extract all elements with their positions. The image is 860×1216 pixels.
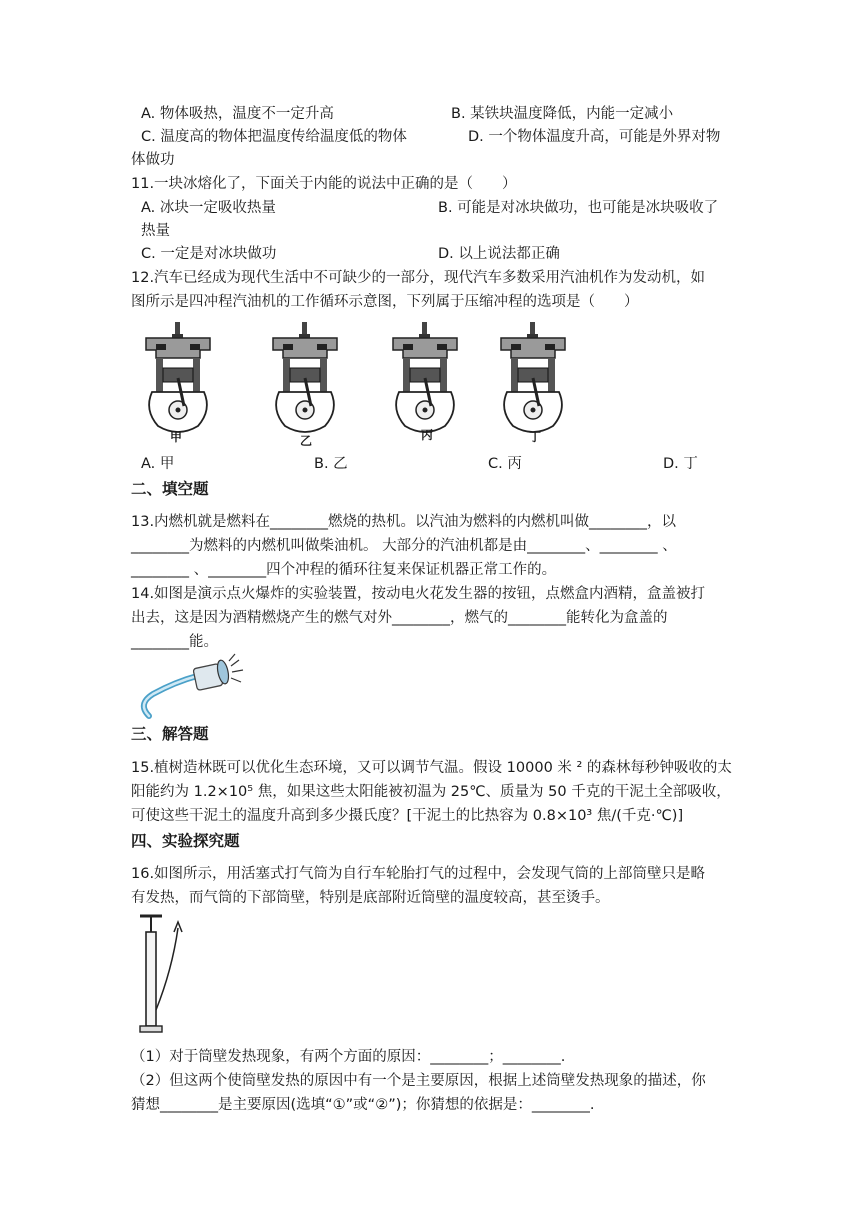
engine-diagram-ding xyxy=(501,322,565,432)
four-stroke-engine-figure xyxy=(133,320,593,445)
section-heading-calculation: 三、解答题 xyxy=(131,725,209,743)
q15-line1: 15.植树造林既可以优化生态环境，又可以调节气温。假设 10000 米 ² 的森林每秒钟吸收的太 xyxy=(131,760,732,776)
fig-label-yi: 乙 xyxy=(300,434,313,448)
ignition-apparatus-figure xyxy=(135,652,265,722)
q15-line3: 可使这些干泥土的温度升高到多少摄氏度？[干泥土的比热容为 0.8×10³ 焦/(千克·℃)] xyxy=(131,808,684,824)
q15-line2: 阳能约为 1.2×10⁵ 焦，如果这些太阳能被初温为 25℃、质量为 50 千克的干泥土全部吸收， xyxy=(131,784,731,800)
q12-option-d: D. 丁 xyxy=(663,456,698,472)
q10-option-c: C. 温度高的物体把温度传给温度低的物体 xyxy=(141,129,407,145)
q10-option-a: A. 物体吸热，温度不一定升高 xyxy=(141,106,334,122)
section-heading-experiment: 四、实验探究题 xyxy=(131,832,240,850)
fig-label-bing: 丙 xyxy=(421,428,434,442)
q14-line1: 14.如图是演示点火爆炸的实验装置，按动电火花发生器的按钮，点燃盒内酒精，盒盖被打 xyxy=(131,586,706,602)
q11-option-b: B. 可能是对冰块做功，也可能是冰块吸收了 xyxy=(438,200,719,216)
q14-line3: ________能。 xyxy=(131,634,218,650)
q13-line3: ________ 、________四个冲程的循环往复来保证机器正常工作的。 xyxy=(131,562,557,578)
section-heading-fill-in: 二、填空题 xyxy=(131,480,209,498)
fig-label-jia: 甲 xyxy=(170,430,183,444)
q13-line2: ________为燃料的内燃机叫做柴油机。 大部分的汽油机都是由________、________ 、 xyxy=(131,538,677,554)
q16-part1: （1）对于筒壁发热现象，有两个方面的原因：________；________. xyxy=(131,1049,566,1065)
q14-line2: 出去，这是因为酒精燃烧产生的燃气对外________，燃气的________能转化为盒盖的 xyxy=(131,610,668,626)
q11-option-b-cont: 热量 xyxy=(141,223,170,239)
q13-line1: 13.内燃机就是燃料在________燃烧的热机。以汽油为燃料的内燃机叫做________，以 xyxy=(131,514,677,530)
engine-diagram-yi xyxy=(273,322,337,432)
q16-part2-line2: 猜想________是主要原因(选填“①”或“②”)；你猜想的依据是：________. xyxy=(131,1097,595,1113)
q12-stem-line2: 图所示是四冲程汽油机的工作循环示意图，下列属于压缩冲程的选项是（ ） xyxy=(131,294,639,310)
q16-part2-line1: （2）但这两个使筒壁发热的原因中有一个是主要原因，根据上述筒壁发热现象的描述，你 xyxy=(131,1073,706,1089)
q12-option-b: B. 乙 xyxy=(314,456,348,472)
engine-diagram-bing xyxy=(393,322,457,432)
engine-diagram-jia xyxy=(146,322,210,432)
q12-option-a: A. 甲 xyxy=(141,456,175,472)
q16-line1: 16.如图所示，用活塞式打气筒为自行车轮胎打气的过程中，会发现气筒的上部筒壁只是略 xyxy=(131,866,706,882)
q11-option-a: A. 冰块一定吸收热量 xyxy=(141,200,276,216)
q10-option-d: D. 一个物体温度升高，可能是外界对物 xyxy=(468,129,721,145)
q12-option-c: C. 丙 xyxy=(488,456,522,472)
q10-option-d-cont: 体做功 xyxy=(131,152,175,168)
q10-option-b: B. 某铁块温度降低，内能一定减小 xyxy=(451,106,674,122)
q11-option-d: D. 以上说法都正确 xyxy=(438,246,560,262)
q11-stem: 11.一块冰熔化了，下面关于内能的说法中正确的是（ ） xyxy=(131,176,517,192)
bicycle-pump-figure xyxy=(130,910,200,1040)
q11-option-c: C. 一定是对冰块做功 xyxy=(141,246,277,262)
q16-line2: 有发热，而气筒的下部筒壁，特别是底部附近筒壁的温度较高，甚至烫手。 xyxy=(131,890,610,906)
q12-stem-line1: 12.汽车已经成为现代生活中不可缺少的一部分，现代汽车多数采用汽油机作为发动机，如 xyxy=(131,270,706,286)
fig-label-ding: 丁 xyxy=(529,430,542,444)
